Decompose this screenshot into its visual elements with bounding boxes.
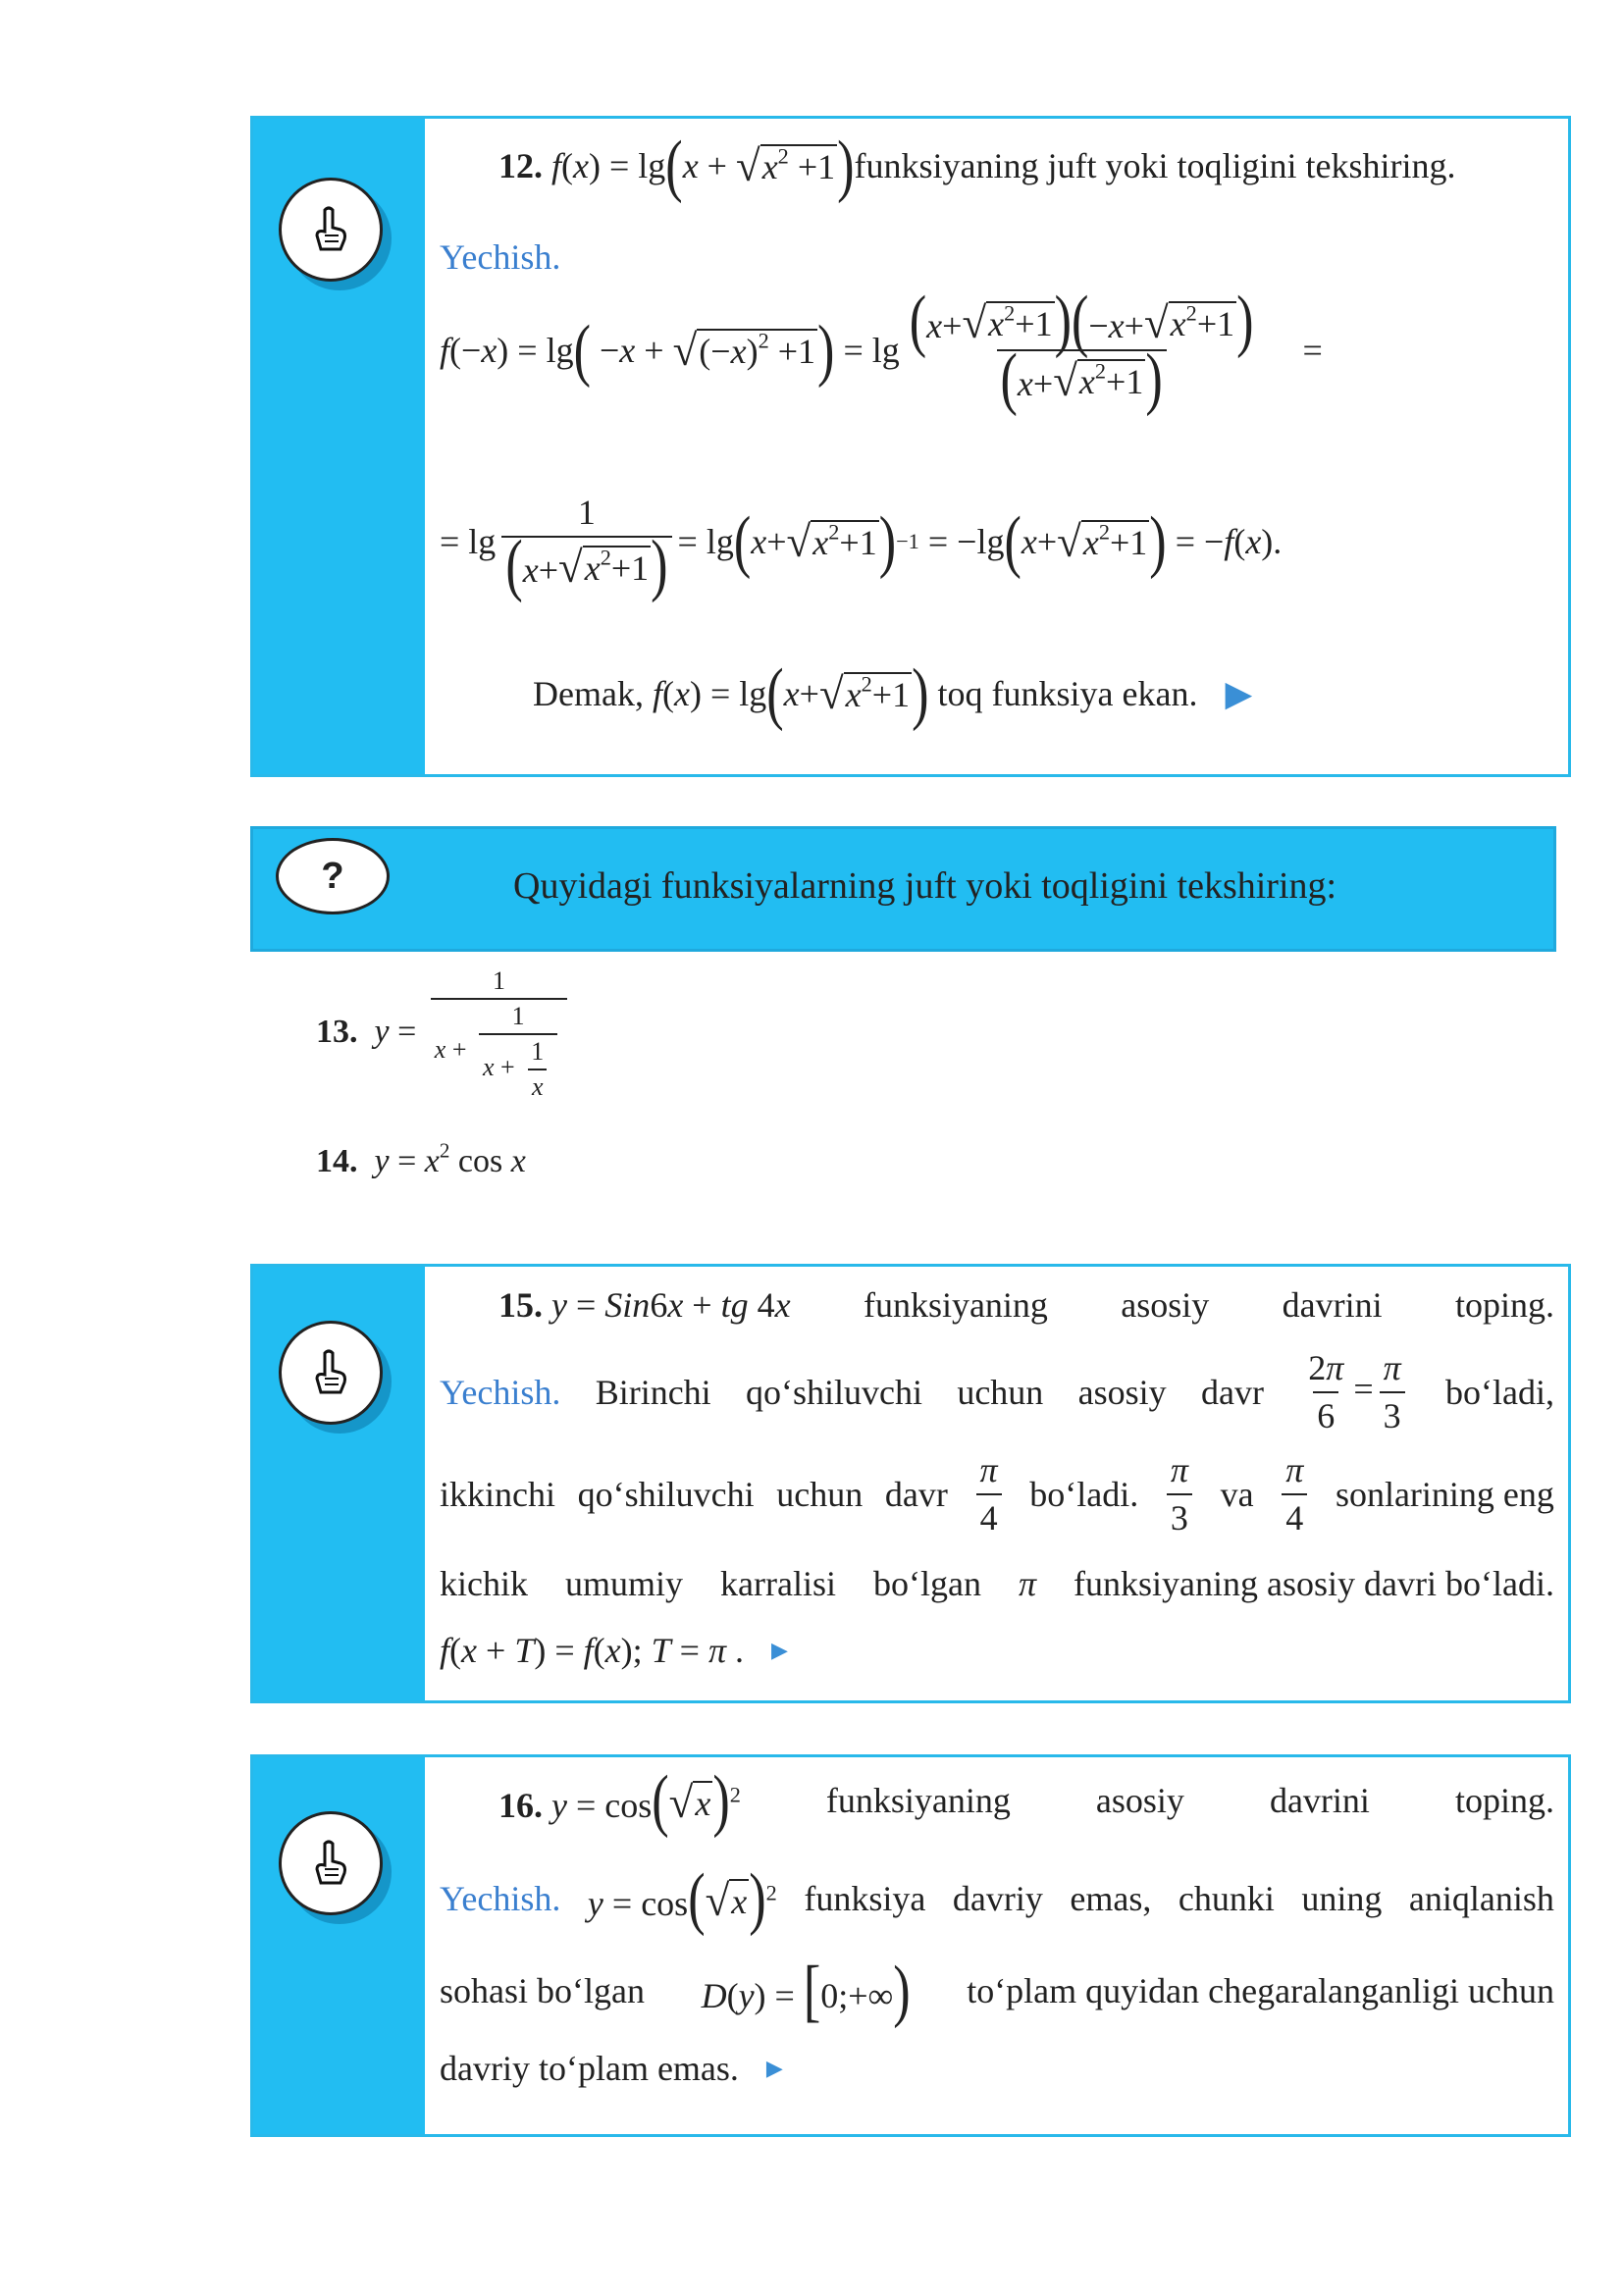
pointing-hand-icon: [279, 1321, 383, 1425]
problem-number: 16.: [498, 1786, 543, 1825]
word: emas,: [1070, 1879, 1152, 1918]
word: karralisi: [720, 1564, 836, 1603]
problem-16-strip: [253, 1757, 425, 2134]
word: kichik: [440, 1564, 528, 1603]
problem-12-strip: [253, 119, 425, 774]
conclusion-row: Demak, f ( x ) = lg ( x + √ $x^2+1$ ) toq funksiya ekan. ▶: [533, 654, 1253, 733]
problem-15-result: f ( x + T ) = f ( x ); T = π . ▶: [440, 1631, 788, 1670]
pointing-hand-icon: [279, 1811, 383, 1915]
question-mark-icon: ?: [276, 838, 390, 914]
word: to‘plam quyidan chegaralanganligi uchun: [967, 1971, 1554, 2010]
word: funksiyaning: [825, 1781, 1011, 1820]
question-bar: [250, 826, 1556, 952]
problem-15-line-2: ikkinchi qo‘shiluvchi uchun davr $\frac{\pi}{4}$ bo‘ladi. $\frac{\pi}{3}$ va $\frac{\pi}{4}$ sonlarining eng: [440, 1449, 1554, 1539]
formula-f-x: f: [551, 145, 562, 185]
word: davriy: [952, 1879, 1043, 1918]
problem-12-statement-row: 12. f ( x ) = lg ( x + √ $x^2 +1$ ) funksiyaning juft yoki toqligini tekshiring.: [498, 127, 1456, 205]
word: asosiy: [1121, 1285, 1210, 1325]
solution-label: Yechish.: [440, 237, 561, 277]
conclusion-prefix: Demak,: [533, 673, 644, 713]
word: davrini: [1282, 1285, 1383, 1325]
word: funksiyaning: [863, 1285, 1048, 1325]
word: ikkinchi: [440, 1474, 555, 1514]
word: funksiya: [804, 1879, 926, 1918]
problem-16-line-2: sohasi bo‘lgan D(y) = [0;+∞) to‘plam quyidan chegaralanganligi uchun: [440, 1952, 1554, 2030]
problem-15-statement-row: 15. y = Sin6x + tg 4x funksiyaning asosiy davrini toping.: [498, 1284, 1554, 1327]
word: bo‘ladi.: [1029, 1474, 1139, 1514]
pointing-hand-icon: [279, 178, 383, 282]
word: asosiy: [1095, 1781, 1184, 1820]
word: uning: [1301, 1879, 1383, 1918]
word: bo‘lgan: [873, 1564, 981, 1603]
derivation-line-1: f (− x ) = lg ( − x + √ $(-x)^2 +1$ ) = lg (x+ √ $x^2+1$ )(−x+ √ $x^2+1$ ) (x+ √ $x^2+1$ ) =: [440, 282, 1323, 418]
problem-12-box: [250, 116, 1571, 777]
problem-16-box: [250, 1754, 1571, 2137]
word: umumiy: [565, 1564, 684, 1603]
problem-16-statement-row: 16. y = cos( √ x )$^2$ funksiyaning asosiy davrini toping.: [498, 1761, 1554, 1840]
problem-15-line-1: Yechish. Birinchi qo‘shiluvchi uchun asosiy davr $\frac{2\pi}{6}$ = $\frac{\pi}{3}$ bo‘ladi,: [440, 1347, 1554, 1437]
solution-label: Yechish.: [440, 1879, 561, 1918]
derivation-line-2: = lg 1 (x+ √ $x^2+1$ ) = lg ( x + √ $x^2+1$ ) −1 = −lg ( x + √ $x^2+1$ ) = − f ( x ).: [440, 493, 1283, 604]
word: davr: [1200, 1372, 1264, 1412]
problem-15-content: [440, 1267, 1554, 1700]
word: davriy to‘plam emas.: [440, 2049, 739, 2088]
word: qo‘shiluvchi: [746, 1372, 922, 1412]
exercise-number: 14.: [316, 1143, 358, 1179]
problem-16-line-1: Yechish. y = cos( √ x )$^2$ funksiya davriy emas, chunki uning aniqlanish: [440, 1859, 1554, 1938]
problem-16-line-3: [440, 2048, 783, 2090]
problem-16-content: [440, 1757, 1554, 2134]
word: asosiy: [1077, 1372, 1167, 1412]
word: bo‘ladi,: [1445, 1372, 1554, 1412]
word: chunki: [1178, 1879, 1275, 1918]
problem-number: 15.: [498, 1285, 543, 1325]
word: qo‘shiluvchi: [577, 1474, 755, 1514]
question-text: Quyidagi funksiyalarning juft yoki toqligini tekshiring:: [513, 865, 1337, 907]
play-triangle-icon: ▶: [1225, 673, 1253, 713]
play-triangle-icon: ▶: [771, 1638, 788, 1663]
word: davr: [884, 1474, 948, 1514]
exercise-number: 13.: [316, 1013, 358, 1050]
problem-statement: funksiyaning juft yoki toqligini tekshiring.: [854, 145, 1456, 185]
problem-12-content: [440, 119, 1554, 774]
exercise-14: 14. $y = x^2$ cos x: [316, 1138, 526, 1179]
problem-number: 12.: [498, 145, 543, 185]
problem-15-box: [250, 1264, 1571, 1703]
problem-15-line-3: kichik umumiy karralisi bo‘lgan π funksiyaning asosiy davri bo‘ladi.: [440, 1563, 1554, 1605]
word: sohasi bo‘lgan: [440, 1971, 645, 2010]
word: uchun: [957, 1372, 1044, 1412]
exercise-13: 13. y = 1 x + 1 x + $\frac{1}{x}$: [316, 966, 573, 1102]
word: toping.: [1454, 1781, 1554, 1820]
problem-15-strip: [253, 1267, 425, 1700]
word: va: [1220, 1474, 1254, 1514]
word: sonlarining eng: [1335, 1474, 1554, 1514]
conclusion-suffix: toq funksiya ekan.: [937, 673, 1198, 713]
word: davrini: [1269, 1781, 1370, 1820]
word: Birinchi: [595, 1372, 711, 1412]
solution-label: Yechish.: [440, 1372, 561, 1412]
word: aniqlanish: [1408, 1879, 1554, 1918]
word: toping.: [1454, 1285, 1554, 1325]
word: uchun: [776, 1474, 864, 1514]
play-triangle-icon: ▶: [765, 2056, 783, 2081]
word: funksiyaning asosiy davri bo‘ladi.: [1074, 1564, 1554, 1603]
